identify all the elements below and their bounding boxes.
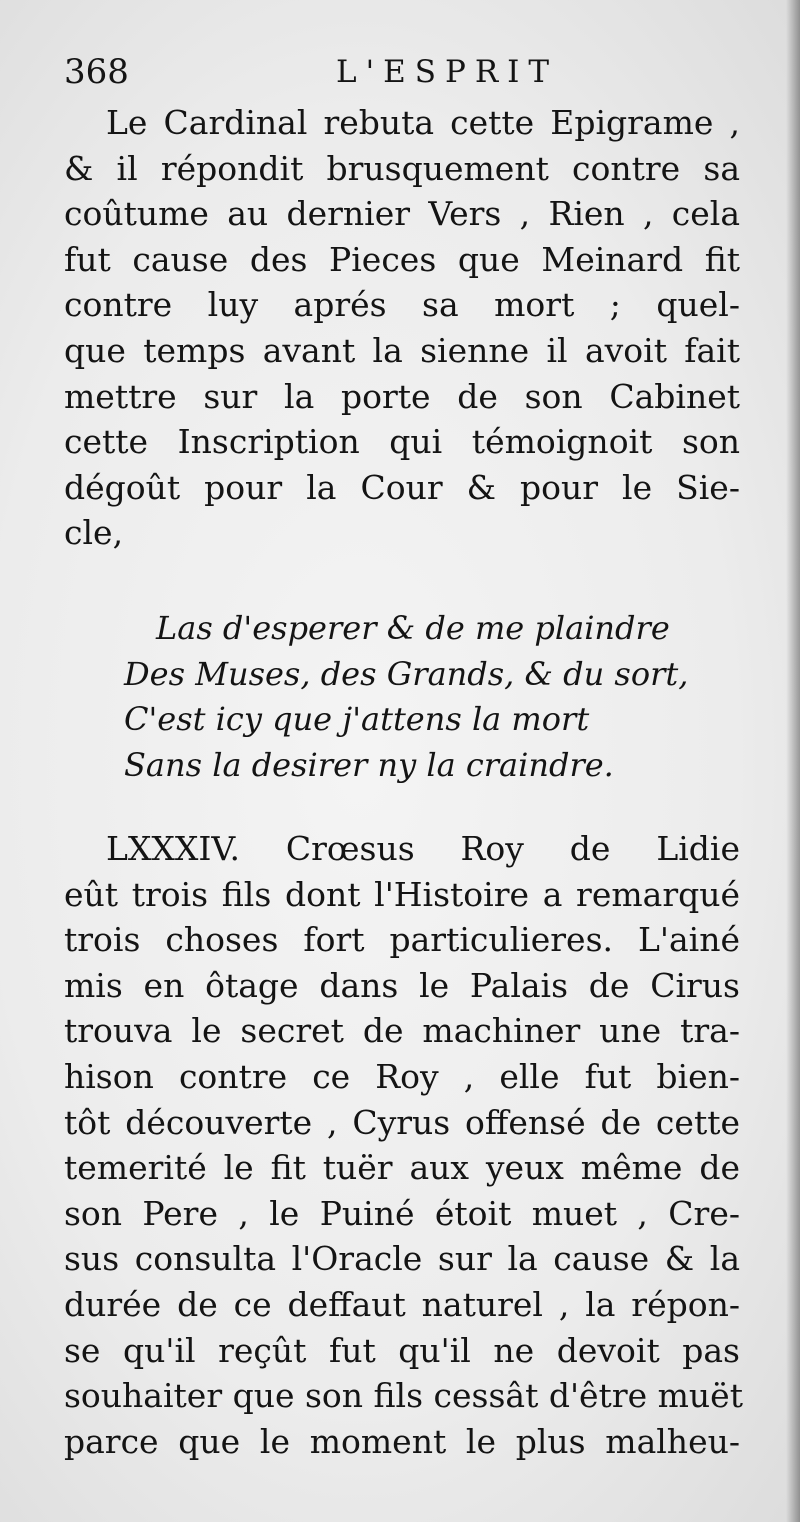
text-line: mis en ôtage dans le Palais de Cirus [64,965,740,1005]
poem-verse: Des Muses, des Grands, & du sort, [124,654,689,693]
page-number: 368 [64,52,129,92]
text-line: parce que le moment le plus malheu- [64,1421,740,1461]
poem-verse: Sans la desirer ny la craindre. [124,745,614,784]
text-line: eût trois fils dont l'Histoire a remarqué [64,874,740,914]
poem-verse: C'est icy que j'attens la mort [124,700,590,738]
text-line: LXXXIV. Crœsus Roy de Lidie [106,829,740,868]
text-line: trois choses fort particulieres. L'ainé [64,920,740,960]
paragraph-croesus [64,826,743,1464]
text-line: coûtume au dernier Vers , Rien , cela [64,194,740,234]
text-line: durée de ce deffaut naturel , la répon- [64,1284,740,1324]
text-line: se qu'il reçût fut qu'il ne devoit pas [64,1330,740,1370]
text-line: sus consulta l'Oracle sur la cause & la [64,1239,740,1279]
text-line: que temps avant la sienne il avoit fait [64,330,740,370]
text-line: trouva le secret de machiner une tra- [64,1011,740,1051]
text-line: cette Inscription qui témoignoit son [64,422,740,462]
text-line: dégoût pour la Cour & pour le Sie- [64,467,740,507]
text-line: hison contre ce Roy , elle fut bien- [64,1056,740,1096]
text-line: temerité le fit tuër aux yeux même de [64,1148,740,1188]
text-line: & il répondit brusquement contre sa [64,148,740,188]
text-line: Le Cardinal rebuta cette Epigrame , [106,103,740,142]
text-line: tôt découverte , Cyrus offensé de cette [64,1102,740,1142]
page-header [64,48,744,96]
text-line: cle, [64,513,124,553]
running-head: L'ESPRIT [336,54,559,90]
inscription-poem [112,606,772,788]
text-line: contre luy aprés sa mort ; quel- [64,285,740,325]
text-line: son Pere , le Puiné étoit muet , Cre- [64,1193,740,1233]
text-line: souhaiter que son fils cessât d'être muët [64,1376,743,1416]
text-line: mettre sur la porte de son Cabinet [64,376,740,416]
poem-verse: Las d'esperer & de me plaindre [156,609,670,647]
text-line: fut cause des Pieces que Meinard fit [64,239,740,279]
paragraph-cardinal [64,100,740,556]
